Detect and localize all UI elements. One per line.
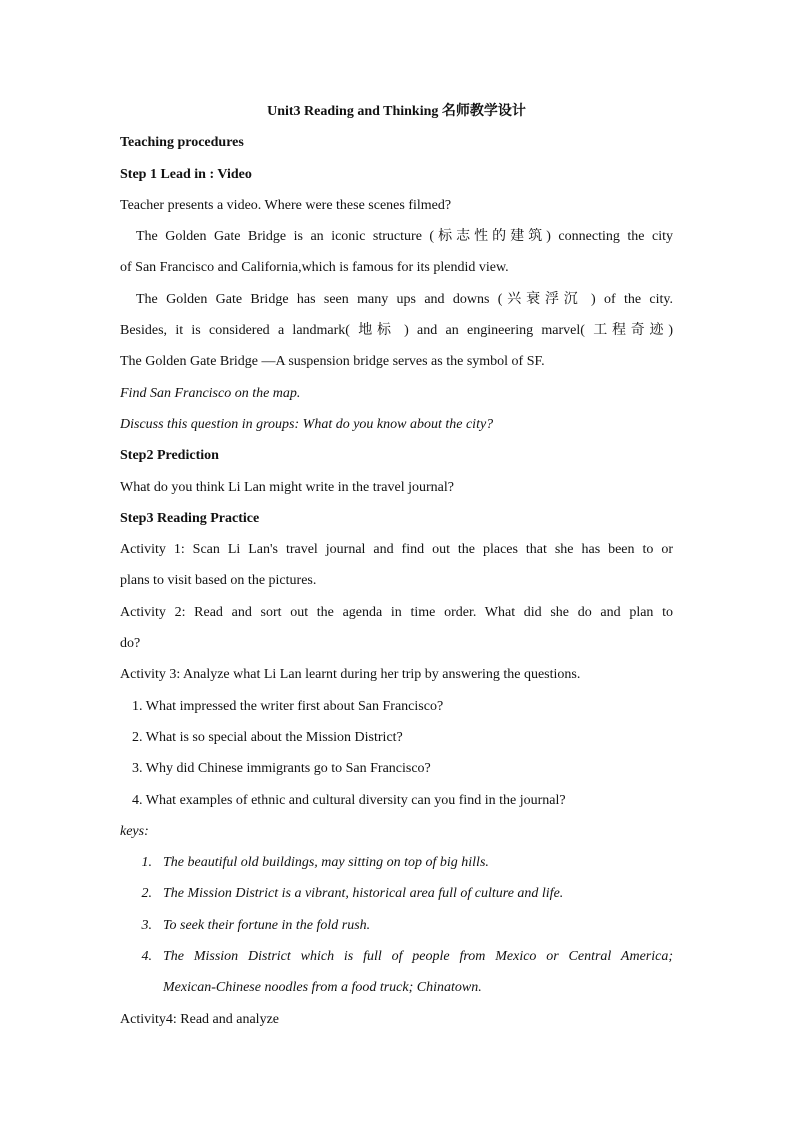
key-item [120, 941, 673, 972]
key-number: 3. [141, 917, 152, 933]
key-text: The Mission District is a vibrant, historical area full of culture and life. [163, 886, 564, 902]
step2-heading: Step2 Prediction [120, 448, 219, 464]
key-item [120, 878, 673, 909]
question-item: 1. What impressed the writer first about San Francisco? [132, 698, 444, 714]
activity2-line: do? [120, 636, 141, 652]
section-heading-teaching-procedures: Teaching procedures [120, 135, 244, 151]
step1-paragraph-line: The Golden Gate Bridge —A suspension bridge serves as the symbol of SF. [120, 354, 545, 370]
step1-paragraph-line: The Golden Gate Bridge has seen many ups and downs (兴衰浮沉 ) of the city. [136, 291, 673, 307]
key-number: 2. [141, 886, 152, 902]
step1-heading: Step 1 Lead in : Video [120, 166, 252, 182]
document-page [120, 96, 673, 1035]
key-continuation: Mexican-Chinese noodles from a food truck; Chinatown. [163, 980, 482, 996]
activity3-line: Activity 3: Analyze what Li Lan learnt during her trip by answering the questions. [120, 667, 581, 683]
activity4-line: Activity4: Read and analyze [120, 1011, 279, 1027]
question-item: 2. What is so special about the Mission District? [132, 729, 403, 745]
activity1-line: Activity 1: Scan Li Lan's travel journal and find out the places that she has been to or [120, 542, 673, 558]
key-item [120, 847, 673, 878]
keys-label: keys: [120, 823, 149, 839]
key-text: The Mission District which is full of people from Mexico or Central America; [163, 949, 673, 965]
key-text: To seek their fortune in the fold rush. [163, 917, 371, 933]
step1-task-line: Discuss this question in groups: What do you know about the city? [120, 416, 494, 432]
step2-paragraph-line: What do you think Li Lan might write in the travel journal? [120, 479, 454, 495]
activity1-line: plans to visit based on the pictures. [120, 573, 317, 589]
step1-task-line: Find San Francisco on the map. [120, 385, 301, 401]
document-title: Unit3 Reading and Thinking 名师教学设计 [267, 104, 526, 119]
key-number: 4. [141, 949, 152, 965]
question-item: 4. What examples of ethnic and cultural diversity can you find in the journal? [132, 792, 566, 808]
step1-paragraph-line: Teacher presents a video. Where were these scenes filmed? [120, 197, 452, 213]
key-text: The beautiful old buildings, may sitting on top of big hills. [163, 855, 489, 871]
activity2-line: Activity 2: Read and sort out the agenda in time order. What did she do and plan to [120, 604, 673, 620]
step1-paragraph-line: of San Francisco and California,which is famous for its plendid view. [120, 260, 509, 276]
step1-paragraph-line: The Golden Gate Bridge is an iconic structure (标志性的建筑) connecting the city [136, 229, 673, 245]
key-item [120, 910, 673, 941]
step1-paragraph-line: Besides, it is considered a landmark( 地标 ) and an engineering marvel( 工程奇迹) [120, 323, 673, 339]
key-number: 1. [141, 855, 152, 871]
question-item: 3. Why did Chinese immigrants go to San Francisco? [132, 761, 431, 777]
step3-heading: Step3 Reading Practice [120, 510, 260, 526]
